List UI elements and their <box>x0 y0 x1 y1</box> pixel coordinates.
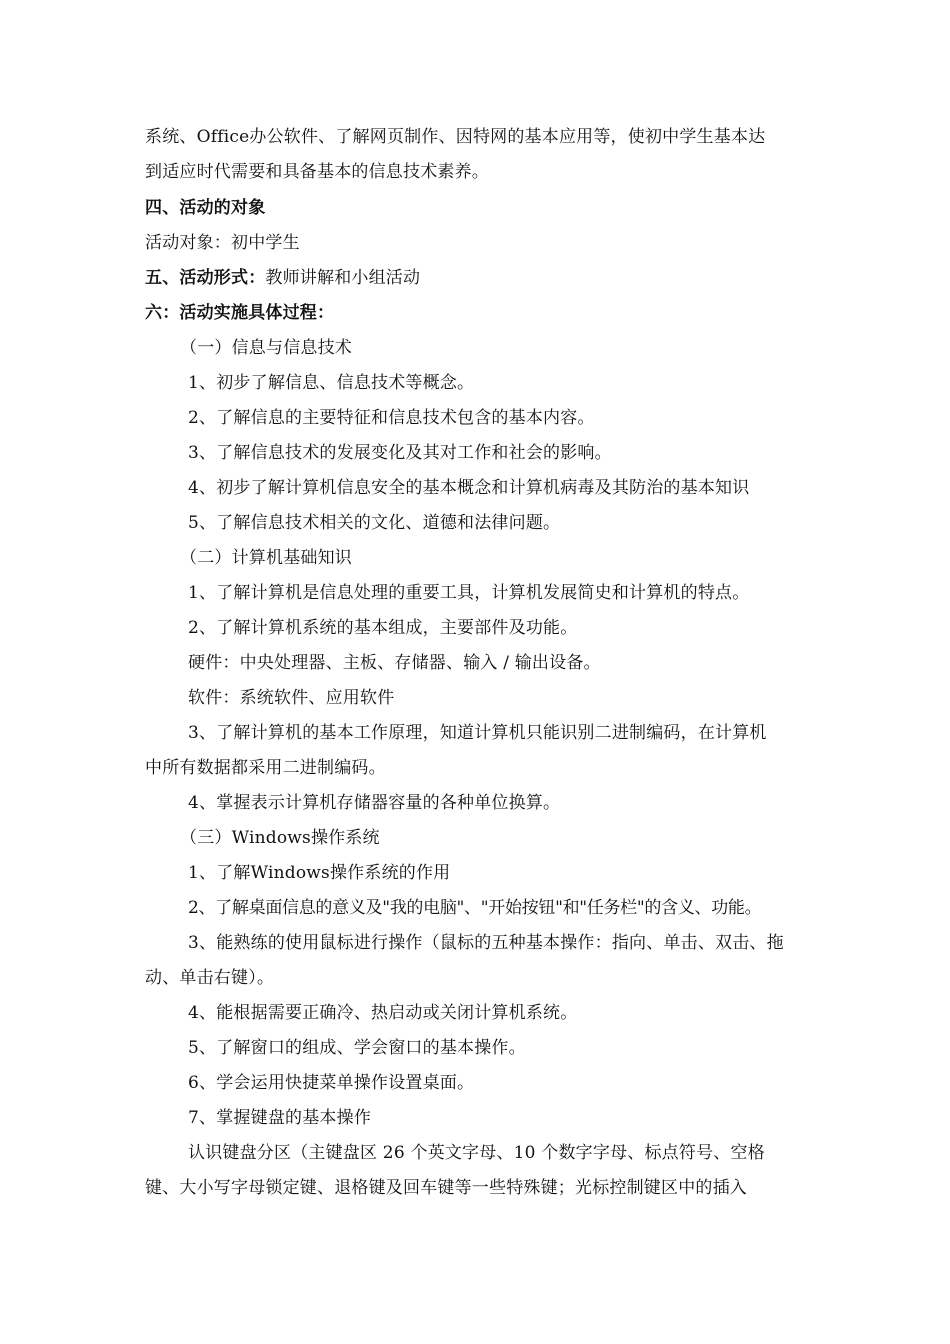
list-item: 2、了解计算机系统的基本组成，主要部件及功能。 <box>188 618 578 638</box>
text-line: 到适应时代需要和具备基本的信息技术素养。 <box>145 162 489 182</box>
list-item: 2、了解桌面信息的意义及"我的电脑"、"开始按钮"和"任务栏"的含义、功能。 <box>188 898 762 918</box>
list-item: 5、了解窗口的组成、学会窗口的基本操作。 <box>188 1038 526 1058</box>
text-line: 认识键盘分区（主键盘区 26 个英文字母、10 个数字字母、标点符号、空格 <box>188 1143 765 1163</box>
text-line: 软件：系统软件、应用软件 <box>188 688 395 708</box>
list-item: 4、掌握表示计算机存储器容量的各种单位换算。 <box>188 793 561 813</box>
subsection-heading: （三）Windows操作系统 <box>180 828 380 848</box>
list-item: 6、学会运用快捷菜单操作设置桌面。 <box>188 1073 475 1093</box>
text-line: 系统、Office办公软件、了解网页制作、因特网的基本应用等，使初中学生基本达 <box>145 127 766 147</box>
section-heading-6: 六：活动实施具体过程： <box>145 303 335 323</box>
list-item: 3、了解计算机的基本工作原理，知道计算机只能识别二进制编码，在计算机 <box>188 723 767 743</box>
section-heading-4: 四、活动的对象 <box>145 198 266 218</box>
text-line: 动、单击右键）。 <box>145 968 275 988</box>
heading-value: 教师讲解和小组活动 <box>265 268 421 288</box>
list-item: 3、能熟练的使用鼠标进行操作（鼠标的五种基本操作：指向、单击、双击、拖 <box>188 933 784 953</box>
subsection-heading: （一）信息与信息技术 <box>180 338 352 358</box>
list-item: 2、了解信息的主要特征和信息技术包含的基本内容。 <box>188 408 595 428</box>
text-line: 中所有数据都采用二进制编码。 <box>145 758 386 778</box>
list-item: 4、能根据需要正确冷、热启动或关闭计算机系统。 <box>188 1003 578 1023</box>
text-line: 键、大小写字母锁定键、退格键及回车键等一些特殊键；光标控制键区中的插入 <box>145 1178 747 1198</box>
list-item: 4、初步了解计算机信息安全的基本概念和计算机病毒及其防治的基本知识 <box>188 478 750 498</box>
subsection-heading: （二）计算机基础知识 <box>180 548 352 568</box>
list-item: 3、了解信息技术的发展变化及其对工作和社会的影响。 <box>188 443 612 463</box>
list-item: 1、了解计算机是信息处理的重要工具，计算机发展简史和计算机的特点。 <box>188 583 750 603</box>
section-heading-5 <box>145 267 825 289</box>
heading-label: 五、活动形式： <box>145 268 266 288</box>
text-line: 硬件：中央处理器、主板、存储器、输入 / 输出设备。 <box>188 653 601 673</box>
list-item: 1、了解Windows操作系统的作用 <box>188 863 451 883</box>
list-item: 5、了解信息技术相关的文化、道德和法律问题。 <box>188 513 561 533</box>
text-line: 活动对象：初中学生 <box>145 233 300 253</box>
list-item: 7、掌握键盘的基本操作 <box>188 1108 372 1128</box>
list-item: 1、初步了解信息、信息技术等概念。 <box>188 373 475 393</box>
